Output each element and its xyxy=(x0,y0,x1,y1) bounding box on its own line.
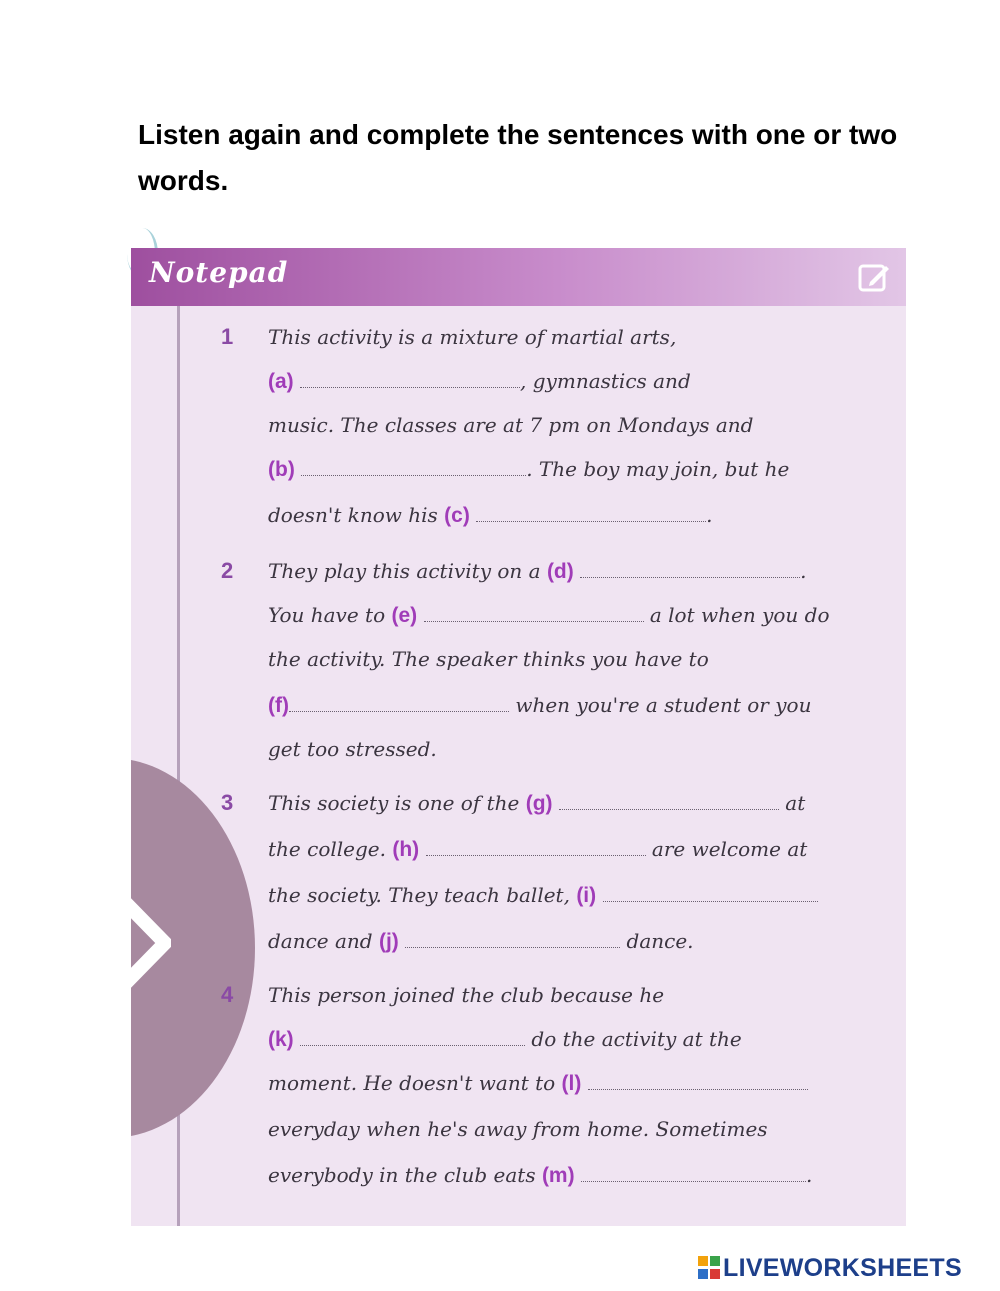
answer-blank[interactable] xyxy=(424,605,644,622)
text-line: dance and (j) dance. xyxy=(268,929,694,953)
text-line: This society is one of the (g) at xyxy=(268,791,806,815)
text-line: moment. He doesn't want to (l) xyxy=(268,1068,898,1099)
notepad-header xyxy=(131,248,906,306)
blank-label: (f) xyxy=(268,694,289,717)
text-line: (f) when you're a student or you xyxy=(268,693,812,717)
blank-label: (a) xyxy=(268,370,294,393)
blank-label: (h) xyxy=(392,838,420,861)
blank-label: (j) xyxy=(378,930,399,953)
answer-blank[interactable] xyxy=(603,885,818,902)
answer-blank[interactable] xyxy=(581,1165,806,1182)
text-line: get too stressed. xyxy=(268,737,437,761)
section-number: 1 xyxy=(221,324,234,349)
answer-blank[interactable] xyxy=(559,793,779,810)
answer-blank[interactable] xyxy=(301,459,526,476)
section-number: 2 xyxy=(221,558,234,583)
text-line: music. The classes are at 7 pm on Mondays and xyxy=(268,413,754,437)
blank-label: (e) xyxy=(391,604,418,627)
close-icon[interactable] xyxy=(131,888,171,998)
text-line: doesn't know his (c) . xyxy=(268,503,713,527)
text-line: (a) , gymnastics and xyxy=(268,369,691,393)
blank-label: (k) xyxy=(268,1028,294,1051)
text-line: This person joined the club because he xyxy=(268,983,665,1007)
liveworksheets-logo-icon xyxy=(698,1256,720,1280)
text-line: They play this activity on a (d) . xyxy=(268,559,807,583)
blank-label: (b) xyxy=(268,458,295,481)
text-line: the college. (h) are welcome at xyxy=(268,837,808,861)
text-line: everyday when he's away from home. Sometimes xyxy=(268,1117,768,1141)
edit-icon xyxy=(856,260,892,296)
blank-label: (l) xyxy=(561,1072,582,1095)
brand-footer xyxy=(698,1254,962,1284)
blank-label: (m) xyxy=(541,1164,575,1187)
answer-blank[interactable] xyxy=(300,371,520,388)
text-line: (k) do the activity at the xyxy=(268,1027,742,1051)
answer-blank[interactable] xyxy=(405,931,620,948)
blank-label: (g) xyxy=(525,792,553,815)
answer-blank[interactable] xyxy=(426,839,646,856)
text-line: (b) . The boy may join, but he xyxy=(268,457,790,481)
answer-blank[interactable] xyxy=(580,561,800,578)
notepad-title: Notepad xyxy=(149,256,289,289)
instruction-text: Listen again and complete the sentences with one or two words. xyxy=(138,119,898,196)
text-line: the activity. The speaker thinks you have to xyxy=(268,647,709,671)
text-line: everybody in the club eats (m) . xyxy=(268,1163,813,1187)
blank-label: (d) xyxy=(546,560,574,583)
answer-blank[interactable] xyxy=(588,1073,808,1090)
blank-label: (i) xyxy=(576,884,597,907)
blank-label: (c) xyxy=(444,504,470,527)
text-line: You have to (e) a lot when you do xyxy=(268,603,830,627)
section-number: 3 xyxy=(221,790,234,815)
answer-blank[interactable] xyxy=(476,505,706,522)
brand-name: LIVEWORKSHEETS xyxy=(723,1254,962,1282)
section-number: 4 xyxy=(221,982,234,1007)
notepad-panel xyxy=(131,248,906,1226)
text-line: the society. They teach ballet, (i) xyxy=(268,880,898,911)
text-line: This activity is a mixture of martial arts, xyxy=(268,325,677,349)
answer-blank[interactable] xyxy=(300,1029,525,1046)
answer-blank[interactable] xyxy=(289,695,509,712)
